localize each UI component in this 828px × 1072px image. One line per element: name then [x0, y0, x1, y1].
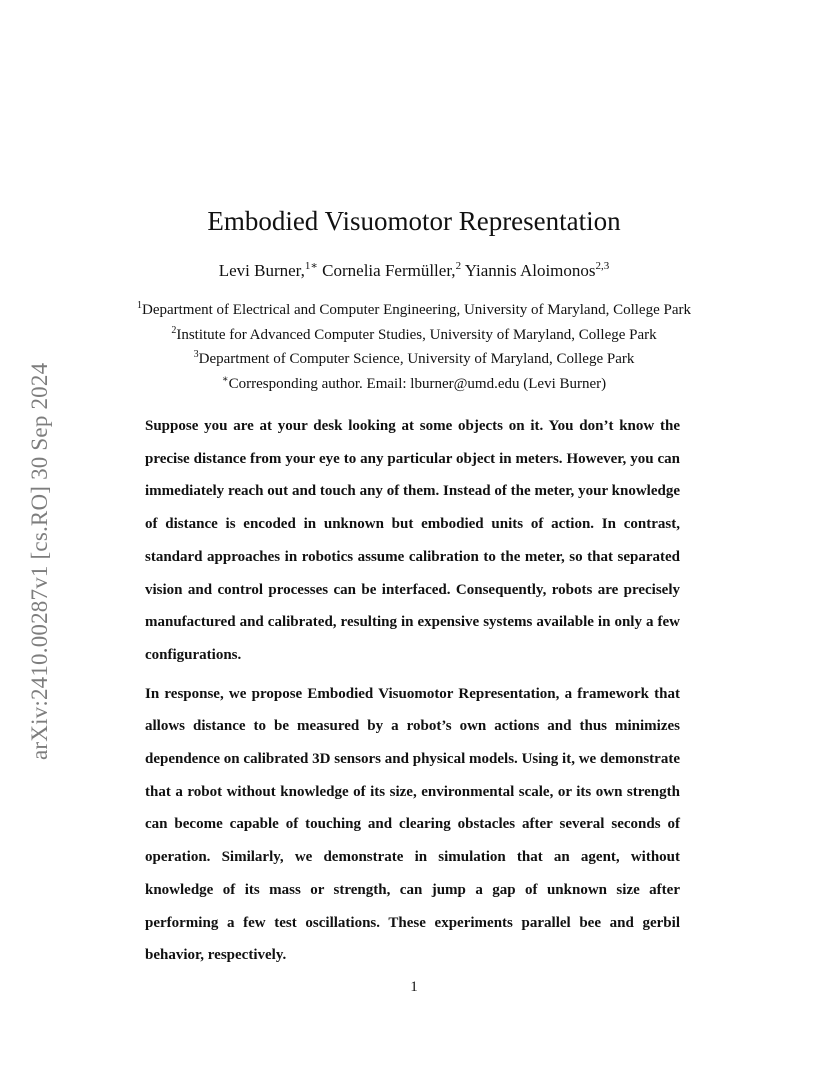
- affiliation: [0, 298, 828, 323]
- author-affiliation-marker: 1∗: [304, 260, 318, 272]
- affiliation: [0, 347, 828, 372]
- author-name: Levi Burner,: [218, 261, 305, 280]
- author-affiliation-marker: 2: [455, 260, 462, 272]
- author-name: Cornelia Fermüller,: [322, 261, 456, 280]
- affiliation-marker: ∗: [221, 373, 229, 385]
- affiliation-text: Corresponding author. Email: lburner@umd.edu (Levi Burner): [228, 375, 607, 392]
- corresponding-author-note: [0, 372, 828, 397]
- arxiv-identifier: arXiv:2410.00287v1 [cs.RO] 30 Sep 2024: [27, 362, 52, 760]
- affiliation: [0, 323, 828, 348]
- page-number: 1: [410, 979, 418, 995]
- abstract-paragraph: Suppose you are at your desk looking at some objects on it. You don’t know the precise distance from your eye to any particular object in meters. However, you can immediately reach out and touch any of them. Instead of the meter, your knowledge of distance is encoded in unknown but embodied units of action. In contrast, standard approaches in robotics assume calibration to the meter, so that separated vision and control processes can be interfaced. Consequently, robots are precisely manufactured and calibrated, resulting in expensive systems available in only a few configurations.: [145, 418, 680, 663]
- abstract-paragraph: In response, we propose Embodied Visuomotor Representation, a framework that allows distance to be measured by a robot’s own actions and thus minimizes dependence on calibrated 3D sensors and physical models. Using it, we demonstrate that a robot without knowledge of its size, environmental scale, or its own strength can become capable of touching and clearing obstacles after several seconds of operation. Similarly, we demonstrate in simulation that an agent, without knowledge of its mass or strength, can jump a gap of unknown size after performing a few test oscillations. These experiments parallel bee and gerbil behavior, respectively.: [145, 685, 680, 964]
- affiliation-text: Institute for Advanced Computer Studies, University of Maryland, College Park: [176, 326, 657, 343]
- abstract: [145, 410, 680, 978]
- affiliation-text: Department of Electrical and Computer Engineering, University of Maryland, College Park: [141, 302, 691, 318]
- affiliation-marker: 2: [171, 324, 177, 336]
- affiliation-list: [0, 298, 828, 396]
- affiliation-marker: 1: [136, 300, 142, 311]
- affiliation-marker: 3: [193, 349, 199, 360]
- paper-title: Embodied Visuomotor Representation: [207, 206, 621, 236]
- affiliation-text: Department of Computer Science, University of Maryland, College Park: [198, 351, 635, 367]
- author-affiliation-marker: 2,3: [595, 260, 610, 272]
- author-name: Yiannis Aloimonos: [464, 261, 596, 280]
- author-list: [0, 258, 828, 284]
